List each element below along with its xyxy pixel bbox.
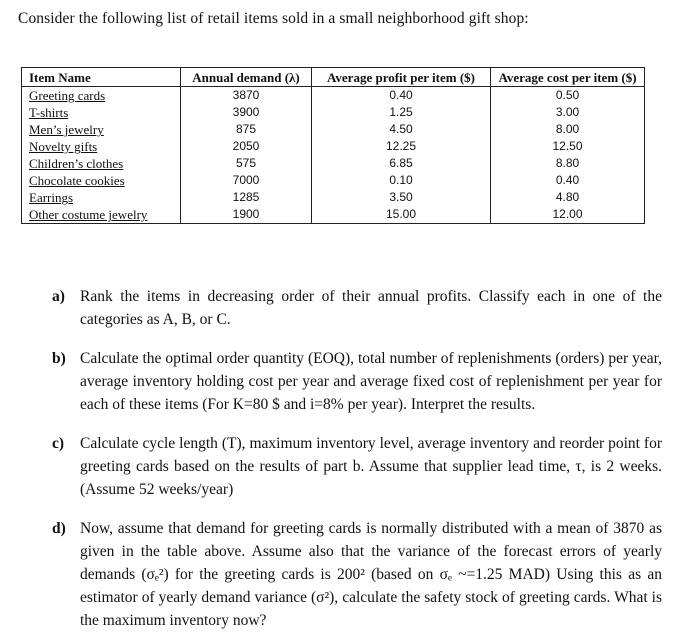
table-row [22,121,645,138]
header-item-name: Item Name [22,68,181,87]
retail-items-table [21,67,645,224]
annual-demand: 3870 [181,87,312,105]
question-text: Rank the items in decreasing order of their annual profits. Classify each in one of the categories as A, B, or C. [80,288,662,328]
header-average-profit: Average profit per item ($) [312,68,491,87]
average-cost: 8.80 [491,155,645,172]
average-profit: 0.10 [312,172,491,189]
table-row [22,104,645,121]
annual-demand: 2050 [181,138,312,155]
table-row [22,87,645,105]
question-label: c) [52,435,65,452]
average-cost: 0.40 [491,172,645,189]
item-name: Children’s clothes [22,155,181,172]
table-row [22,189,645,206]
annual-demand: 1285 [181,189,312,206]
item-name: Other costume jewelry [22,206,181,224]
question-text: Now, assume that demand for greeting cards is normally distributed with a mean of 3870 as given in the table above. Assume also that the variance of the forecast errors of yearly demands (σₑ²) for the greeting cards is 200² (based on σₑ ~=1.25 MAD) Using this as an estimator of yearly demand variance (σ²), calculate the safety stock of greeting cards. What is the maximum inventory now? [80,520,662,629]
item-name: Earrings [22,189,181,206]
annual-demand: 875 [181,121,312,138]
average-cost: 12.00 [491,206,645,224]
annual-demand: 7000 [181,172,312,189]
item-name: Novelty gifts [22,138,181,155]
question-label: d) [52,520,66,537]
average-cost: 3.00 [491,104,645,121]
table-row [22,206,645,224]
item-name: Greeting cards [22,87,181,105]
item-name: Chocolate cookies [22,172,181,189]
average-profit: 4.50 [312,121,491,138]
header-annual-demand: Annual demand (λ) [181,68,312,87]
annual-demand: 575 [181,155,312,172]
question-label: a) [52,288,65,305]
average-cost: 8.00 [491,121,645,138]
average-cost: 0.50 [491,87,645,105]
table-row [22,155,645,172]
question-label: b) [52,350,66,367]
average-cost: 12.50 [491,138,645,155]
average-profit: 12.25 [312,138,491,155]
question-c [52,432,662,501]
item-name: T-shirts [22,104,181,121]
item-name: Men’s jewelry [22,121,181,138]
question-text: Calculate the optimal order quantity (EOQ), total number of replenishments (orders) per year, average inventory holding cost per year and average fixed cost of replenishment per year for each of these items (For K=80 $ and i=8% per year). Interpret the results. [80,350,662,413]
question-d [52,517,662,632]
table-row [22,172,645,189]
header-average-cost: Average cost per item ($) [491,68,645,87]
average-profit: 1.25 [312,104,491,121]
annual-demand: 3900 [181,104,312,121]
table-row [22,138,645,155]
intro-text: Consider the following list of retail items sold in a small neighborhood gift shop: [18,10,529,27]
question-text: Calculate cycle length (T), maximum inventory level, average inventory and reorder point for greeting cards based on the results of part b. Assume that supplier lead time, τ, is 2 weeks. (Assume 52 weeks/year) [80,435,662,498]
average-profit: 15.00 [312,206,491,224]
table-header-row [22,68,645,87]
average-cost: 4.80 [491,189,645,206]
question-b [52,347,662,416]
average-profit: 6.85 [312,155,491,172]
average-profit: 3.50 [312,189,491,206]
average-profit: 0.40 [312,87,491,105]
question-a [52,285,662,331]
annual-demand: 1900 [181,206,312,224]
